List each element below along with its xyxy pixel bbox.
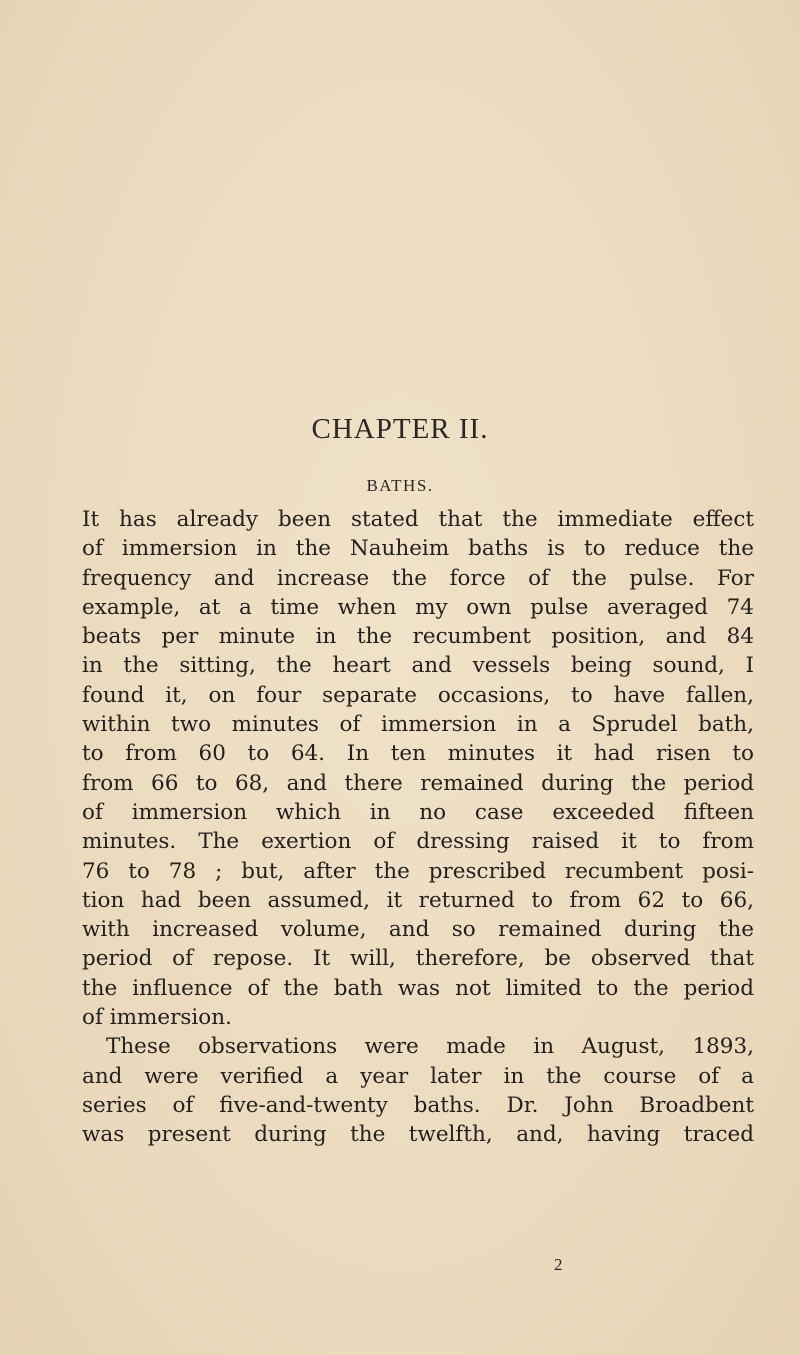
paragraph-2 [82, 1032, 754, 1149]
text-line: tion had been assumed, it returned to from 62 to 66, [82, 887, 754, 913]
text-line: 76 to 78 ; but, after the prescribed recumbent posi- [82, 858, 754, 884]
text-line: was present during the twelfth, and, having traced [82, 1122, 754, 1148]
text-line: with increased volume, and so remained during the [82, 917, 754, 943]
text-line: series of five-and-twenty baths. Dr. John Broadbent [82, 1092, 754, 1118]
paragraph-1 [82, 505, 754, 1032]
text-line: example, at a time when my own pulse averaged 74 [82, 594, 754, 620]
text-line: to from 60 to 64. In ten minutes it had risen to [82, 741, 754, 767]
text-line: It has already been stated that the immediate effect [82, 507, 754, 532]
text-line: These observations were made in August, 1893, [106, 1034, 754, 1060]
text-line: and were verified a year later in the course of a [82, 1063, 754, 1089]
text-line: found it, on four separate occasions, to have fallen, [82, 682, 754, 708]
text-line: the influence of the bath was not limited to the period [82, 975, 754, 1001]
text-line: period of repose. It will, therefore, be observed that [82, 946, 754, 972]
text-line: within two minutes of immersion in a Sprudel bath, [82, 712, 754, 738]
chapter-title: CHAPTER II. [311, 413, 489, 445]
page-number: 2 [554, 1255, 563, 1274]
text-line: from 66 to 68, and there remained during the period [82, 770, 754, 796]
text-line: beats per minute in the recumbent position, and 84 [82, 624, 754, 650]
text-line: minutes. The exertion of dressing raised it to from [82, 829, 754, 855]
text-line: in the sitting, the heart and vessels being sound, I [82, 653, 754, 679]
text-line: of immersion in the Nauheim baths is to reduce the [82, 536, 754, 562]
text-line: frequency and increase the force of the pulse. For [82, 565, 754, 591]
text-line: of immersion which in no case exceeded fifteen [82, 799, 754, 825]
section-title: BATHS. [366, 476, 434, 495]
text-line: of immersion. [82, 1005, 232, 1031]
body-text [82, 505, 754, 1150]
